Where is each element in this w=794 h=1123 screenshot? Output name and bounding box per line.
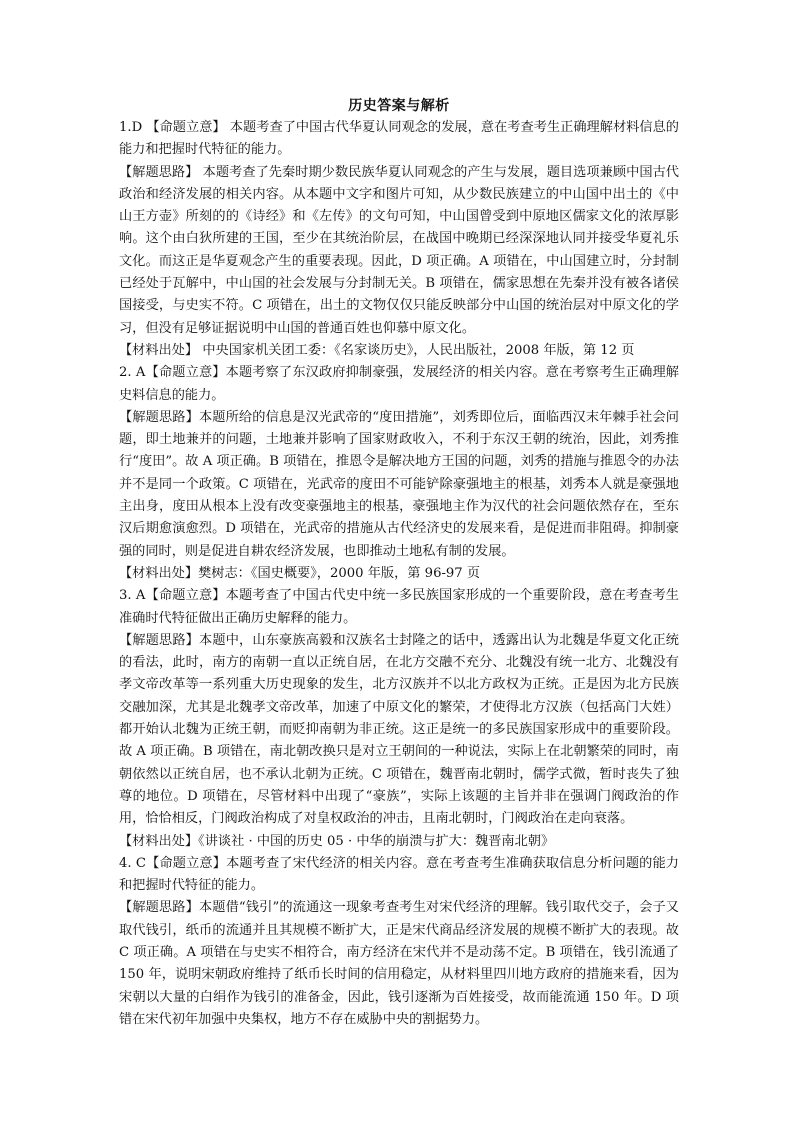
q3-answer-intent: 3. A【命题立意】本题考查了中国古代史中统一多民族国家形成的一个重要阶段，意在考查考生准确时代特征做出正确历史解释的能力。 <box>119 588 679 626</box>
q2-material-source: 【材料出处】樊树志：《国史概要》，2000 年版，第 96-97 页 <box>119 565 481 581</box>
q2-answer-intent: 2. A【命题立意】本题考察了东汉政府抑制豪强，发展经济的相关内容。意在考察考生正确理解史料信息的能力。 <box>119 365 679 403</box>
q2-solution-idea: 【解题思路】本题所给的信息是汉光武帝的“度田措施”，刘秀即位后，面临西汉末年棘手社会问题，即土地兼并的问题，土地兼并影响了国家财政收入，不利于东汉王朝的统治，因此，刘秀推行“度田”。故 A 项正确。B 项错在，推恩令是解决地方王国的问题，刘秀的措施与推恩令的办法并不是同一个政策。C 项错在，光武帝的度田不可能铲除豪强地主的根基，刘秀本人就是豪强地主出身，度田从根本上没有改变豪强地主的根基，豪强地主作为汉代的社会问题依然存在，至东汉后期愈演愈烈。D 项错在，光武帝的措施从古代经济史的发展来看，是促进而非阻碍。抑制豪强的同时，则是促进自耕农经济发展，也即推动土地私有制的发展。 <box>119 409 679 559</box>
document-page <box>119 95 679 1031</box>
q1-answer-intent: 1.D 【命题立意】 本题考查了中国古代华夏认同观念的发展，意在考查考生正确理解材料信息的能力和把握时代特征的能力。 <box>119 120 679 158</box>
document-title: 历史答案与解析 <box>348 98 450 114</box>
q1-solution-idea: 【解题思路】 本题考查了先秦时期少数民族华夏认同观念的产生与发展，题目选项兼顾中国古代政治和经济发展的相关内容。从本题中文字和图片可知，从少数民族建立的中山国中出土的《中山王方壶》所刻的的《诗经》和《左传》的文句可知，中山国曾受到中原地区儒家文化的浓厚影响。这个由白狄所建的王国，至少在其统治阶层，在战国中晚期已经深深地认同并接受华夏礼乐文化。而这正是华夏观念产生的重要表现。因此，D 项正确。A 项错在，中山国建立时，分封制已经处于瓦解中，中山国的社会发展与分封制无关。B 项错在，儒家思想在先秦并没有被各诸侯国接受，与史实不符。C 项错在，出土的文物仅仅只能反映部分中山国的统治层对中原文化的学习，但没有足够证据说明中山国的普通百姓也仰慕中原文化。 <box>119 164 679 336</box>
q1-material-source: 【材料出处】 中央国家机关团工委：《名家谈历史》，人民出版社，2008 年版，第 12 页 <box>119 342 635 358</box>
q4-solution-idea: 【解题思路】本题借“钱引”的流通这一现象考查考生对宋代经济的理解。钱引取代交子，会子又取代钱引，纸币的流通并且其规模不断扩大，正是宋代商品经济发展的规模不断扩大的表现。故 C 项正确。A 项错在与史实不相符合，南方经济在宋代并不是动荡不定。B 项错在，钱引流通了 150 年，说明宋朝政府维持了纸币长时间的信用稳定，从材料里四川地方政府的措施来看，因为宋朝以大量的白绢作为钱引的准备金，因此，钱引逐渐为百姓接受，故而能流通 150 年。D 项错在宋代初年加强中央集权，地方不存在威胁中央的割据势力。 <box>119 900 679 1027</box>
q3-solution-idea: 【解题思路】本题中，山东豪族高毅和汉族名士封隆之的话中，透露出认为北魏是华夏文化正统的看法，此时，南方的南朝一直以正统自居，在北方交融不充分、北魏没有统一北方、北魏没有孝文帝改革等一系列重大历史现象的发生，北方汉族并不以北方政权为正统。正是因为北方民族交融加深，尤其是北魏孝文帝改革，加速了中原文化的繁荣，才使得北方汉族（包括高门大姓）都开始认北魏为正统王朝，而贬抑南朝为非正统。这正是统一的多民族国家形成中的重要阶段。故 A 项正确。B 项错在，南北朝改换只是对立王朝间的一种说法，实际上在北朝繁荣的同时，南朝依然以正统自居，也不承认北朝为正统。C 项错在，魏晋南北朝时，儒学式微，暂时丧失了独尊的地位。D 项错在，尽管材料中出现了“豪族”，实际上该题的主旨并非在强调门阀政治的作用，恰恰相反，门阀政治构成了对皇权政治的冲击，且南北朝时，门阀政治在走向衰落。 <box>119 632 679 827</box>
q3-material-source: 【材料出处】《讲谈社 · 中国的历史 05 · 中华的崩溃与扩大：魏晋南北朝》 <box>119 833 555 849</box>
q4-answer-intent: 4. C【命题立意】本题考查了宋代经济的相关内容。意在考查考生准确获取信息分析问题的能力和把握时代特征的能力。 <box>119 855 679 894</box>
